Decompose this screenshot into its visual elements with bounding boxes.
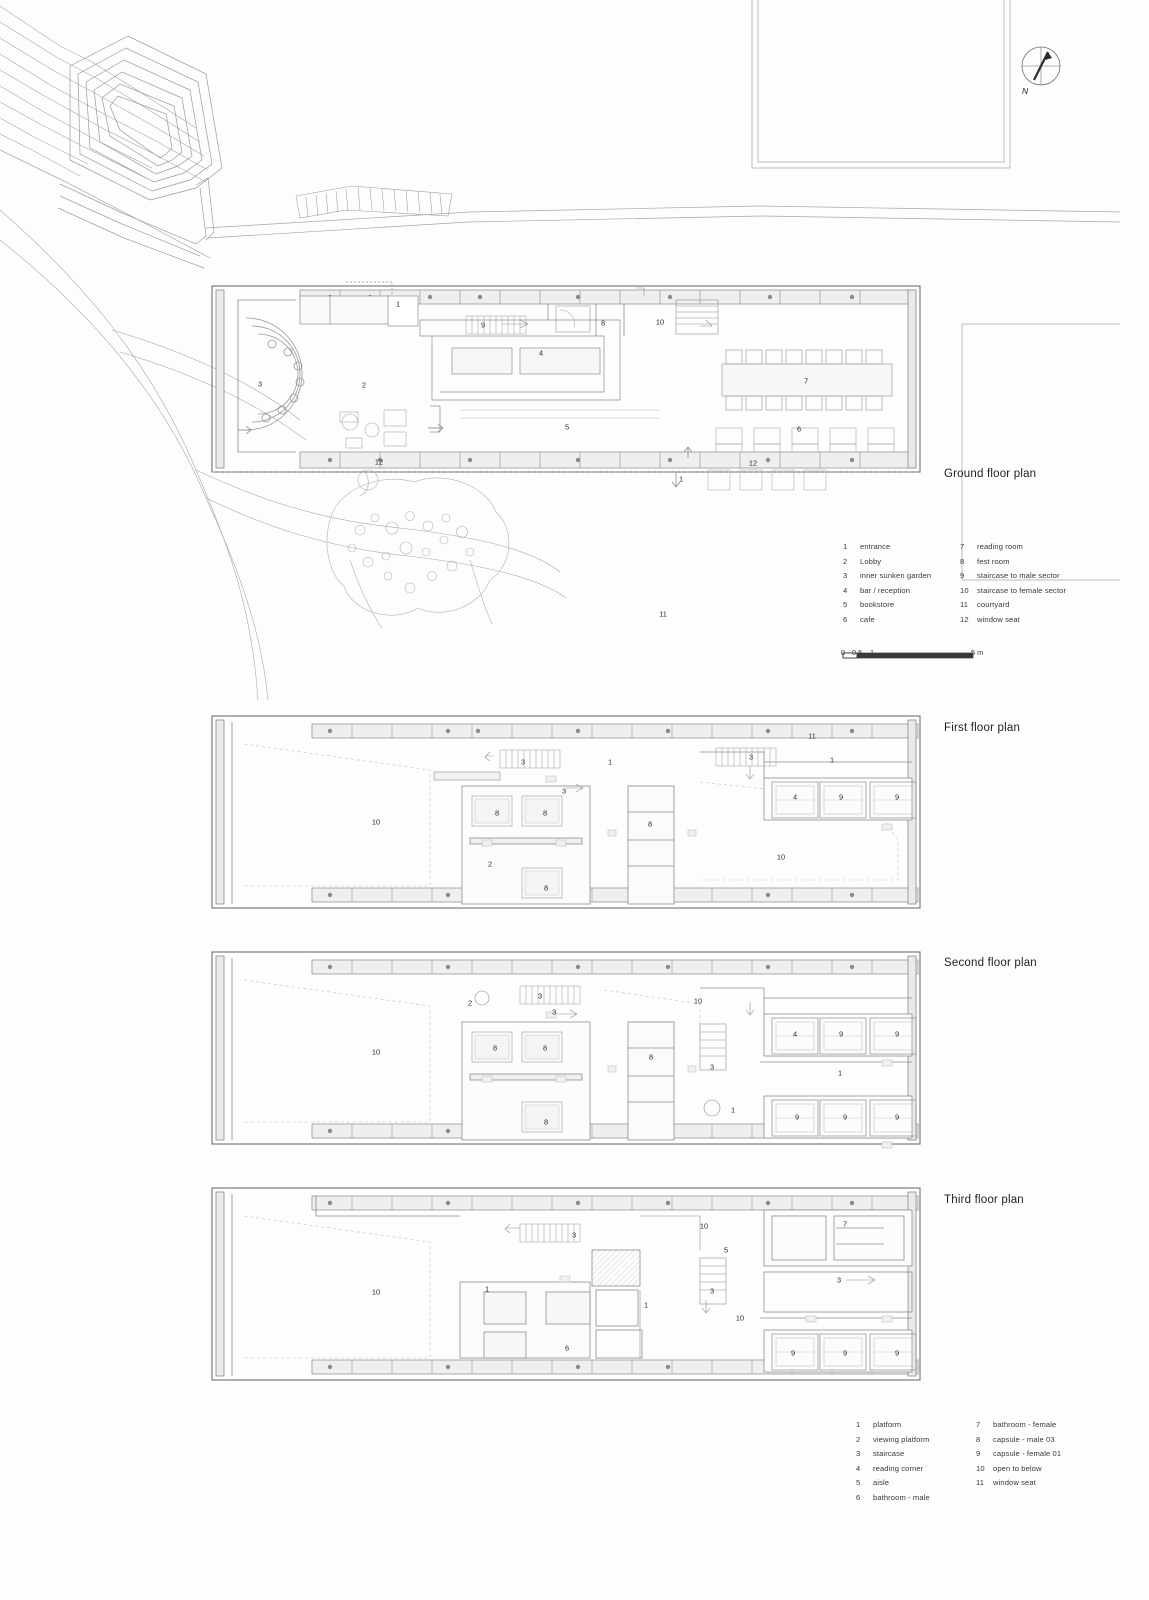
legend-label: bookstore — [860, 600, 895, 610]
legend-number: 8 — [960, 556, 965, 566]
room-marker: 5 — [723, 1245, 729, 1255]
legend-number: 7 — [976, 1420, 981, 1429]
room-marker: 2 — [487, 859, 493, 869]
legend-label: staircase to female sector — [977, 585, 1067, 595]
room-marker: 10 — [371, 1047, 381, 1057]
legend-label: open to below — [993, 1463, 1042, 1473]
room-marker: 10 — [735, 1313, 745, 1323]
legend-label: bathroom - male — [873, 1492, 930, 1502]
room-marker: 3 — [709, 1286, 715, 1296]
room-marker: 1 — [643, 1300, 649, 1310]
room-marker: 3 — [561, 786, 567, 796]
room-marker: 1 — [730, 1105, 736, 1115]
room-marker: 3 — [748, 752, 754, 762]
plan-title-first: First floor plan — [944, 722, 1021, 734]
scale-tick-0: 0 — [841, 648, 846, 657]
room-marker: 1 — [395, 299, 401, 309]
legend-number: 11 — [960, 600, 969, 610]
legend-number: 5 — [856, 1478, 861, 1488]
room-marker: 8 — [542, 1043, 548, 1053]
legend-number: 10 — [976, 1463, 985, 1473]
room-marker: 5 — [564, 422, 570, 432]
room-marker: 9 — [894, 1029, 900, 1039]
room-marker: 3 — [836, 1275, 842, 1285]
legend-label: courtyard — [977, 600, 1010, 610]
legend-number: 7 — [960, 542, 965, 551]
room-marker: 10 — [776, 852, 786, 862]
room-marker: 8 — [647, 819, 653, 829]
room-marker: 7 — [842, 1219, 848, 1229]
room-marker: 10 — [699, 1221, 709, 1231]
room-marker: 9 — [794, 1112, 800, 1122]
scale-end-label: 5 m — [971, 648, 984, 657]
legend-number: 10 — [960, 585, 969, 595]
legend-label: reading corner — [873, 1463, 924, 1473]
room-marker: 4 — [538, 348, 544, 358]
room-marker: 3 — [257, 379, 263, 389]
room-marker: 9 — [842, 1348, 848, 1358]
room-marker: 2 — [467, 998, 473, 1008]
room-marker: 4 — [792, 792, 798, 802]
room-marker: 8 — [492, 1043, 498, 1053]
room-marker: 9 — [894, 1348, 900, 1358]
plan-title-ground: Ground floor plan — [944, 468, 1037, 480]
room-marker: 1 — [607, 757, 613, 767]
legend-number: 1 — [843, 542, 848, 551]
legend-label: reading room — [977, 542, 1023, 551]
room-marker: 3 — [537, 991, 543, 1001]
scale-tick-05: 0.5 — [852, 648, 863, 657]
room-marker: 3 — [571, 1230, 577, 1240]
legend-number: 4 — [856, 1463, 861, 1473]
room-marker: 9 — [838, 1029, 844, 1039]
legend-number: 3 — [856, 1449, 861, 1459]
room-marker: 8 — [542, 808, 548, 818]
legend-label: platform — [873, 1420, 902, 1429]
room-marker: 8 — [543, 1117, 549, 1127]
legend-number: 8 — [976, 1434, 981, 1444]
scale-tick-1: 1 — [870, 648, 875, 657]
legend-ground — [843, 542, 1133, 638]
legend-number: 3 — [843, 571, 848, 581]
room-marker: 1 — [829, 755, 835, 765]
legend-label: capsule - male 03 — [993, 1434, 1055, 1444]
legend-label: window seat — [977, 614, 1020, 624]
north-label: N — [1022, 86, 1029, 96]
room-marker: 12 — [374, 457, 384, 467]
legend-label: staircase to male sector — [977, 571, 1060, 581]
legend-number: 2 — [843, 556, 848, 566]
room-marker: 11 — [808, 731, 816, 741]
north-arrow — [1018, 44, 1064, 106]
legend-label: aisle — [873, 1478, 890, 1488]
room-marker: 11 — [659, 609, 667, 619]
legend-label: Lobby — [860, 556, 882, 566]
room-marker: 10 — [693, 996, 703, 1006]
legend-number: 9 — [976, 1449, 981, 1459]
legend-label: bar / reception — [860, 585, 911, 595]
room-marker: 10 — [371, 817, 381, 827]
legend-number: 5 — [843, 600, 848, 610]
room-marker: 2 — [361, 380, 367, 390]
legend-upper-floors — [856, 1420, 1149, 1516]
legend-label: window seat — [993, 1478, 1036, 1488]
room-marker: 8 — [543, 883, 549, 893]
room-marker: 9 — [894, 1112, 900, 1122]
room-marker: 3 — [709, 1062, 715, 1072]
legend-number: 11 — [976, 1478, 985, 1488]
room-marker: 6 — [564, 1343, 570, 1353]
room-marker: 1 — [678, 474, 684, 484]
legend-number: 6 — [856, 1492, 861, 1502]
room-marker: 7 — [803, 376, 809, 386]
legend-number: 12 — [960, 614, 969, 624]
room-marker: 8 — [600, 318, 606, 328]
legend-label: capsule - female 01 — [993, 1449, 1062, 1459]
legend-number: 1 — [856, 1420, 861, 1429]
room-marker: 10 — [371, 1287, 381, 1297]
legend-label: staircase — [873, 1449, 905, 1459]
plan-title-second: Second floor plan — [944, 957, 1037, 969]
legend-label: cafe — [860, 614, 875, 624]
room-marker: 3 — [520, 757, 526, 767]
room-marker: 12 — [748, 458, 758, 468]
legend-label: inner sunken garden — [860, 571, 932, 581]
room-marker: 8 — [648, 1052, 654, 1062]
room-marker: 8 — [494, 808, 500, 818]
plan-title-third: Third floor plan — [944, 1194, 1024, 1206]
room-marker: 10 — [655, 317, 665, 327]
room-marker: 1 — [484, 1284, 490, 1294]
legend-number: 2 — [856, 1434, 861, 1444]
room-marker: 9 — [480, 320, 486, 330]
legend-label: viewing platform — [873, 1434, 930, 1444]
room-marker: 9 — [894, 792, 900, 802]
legend-number: 6 — [843, 614, 848, 624]
room-marker: 9 — [838, 792, 844, 802]
legend-label: entrance — [860, 542, 891, 551]
room-marker: 4 — [792, 1029, 798, 1039]
legend-label: fest room — [977, 556, 1010, 566]
room-marker: 3 — [551, 1007, 557, 1017]
room-marker: 9 — [842, 1112, 848, 1122]
room-marker: 9 — [790, 1348, 796, 1358]
room-marker: 1 — [837, 1068, 843, 1078]
legend-number: 9 — [960, 571, 965, 581]
legend-number: 4 — [843, 585, 848, 595]
scale-bar — [838, 648, 988, 668]
legend-label: bathroom - female — [993, 1420, 1057, 1429]
room-marker: 6 — [796, 424, 802, 434]
